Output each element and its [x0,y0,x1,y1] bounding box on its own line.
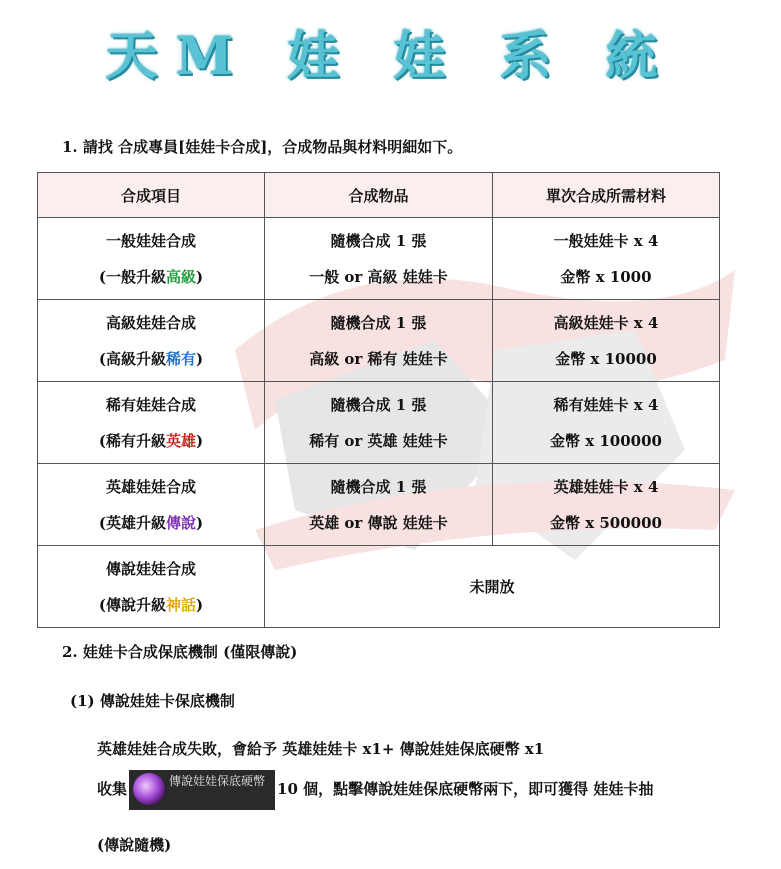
item-name: 英雄娃娃合成 [105,477,196,496]
table-row [38,300,720,382]
product-cell [265,382,493,464]
material-line: 金幣 x 10000 [555,349,657,368]
subsection-1-heading: (1) 傳說娃娃卡保底機制 [70,692,235,710]
product-cell [265,218,493,300]
unopened-text: 未開放 [469,577,515,596]
table-row [38,382,720,464]
upgrade-suffix: ) [196,595,204,614]
product-line: 隨機合成 1 張 [330,231,427,250]
header-product: 合成物品 [265,173,493,218]
upgrade-target: 傳說 [165,513,196,532]
upgrade-note [38,259,264,295]
table-row [38,546,720,628]
upgrade-target: 高級 [165,267,196,286]
material-line: 金幣 x 500000 [549,513,662,532]
upgrade-note [38,587,264,623]
page-title: 天M 娃 娃 系 統 [105,26,676,87]
item-cell [38,382,265,464]
rule-paragraph-line-3: (傳說隨機) [97,836,172,854]
upgrade-prefix: (稀有升級 [98,431,166,450]
upgrade-prefix: (一般升級 [98,267,166,286]
product-line: 隨機合成 1 張 [330,477,427,496]
header-materials: 單次合成所需材料 [493,173,720,218]
item-cell [38,300,265,382]
table-row [38,218,720,300]
item-name: 稀有娃娃合成 [105,395,196,414]
synthesis-table [37,172,720,628]
material-cell [493,300,720,382]
product-cell [265,300,493,382]
rule-paragraph-line-1: 英雄娃娃合成失敗，會給予 英雄娃娃卡 x1+ 傳說娃娃保底硬幣 x1 [97,740,545,758]
product-cell [265,464,493,546]
product-line: 高級 or 稀有 娃娃卡 [309,349,448,368]
upgrade-target: 稀有 [165,349,196,368]
rule-paragraph-line-2 [97,770,653,810]
collect-instruction: 10 個，點擊傳說娃娃保底硬幣兩下，即可獲得 娃娃卡抽 [277,780,654,798]
collect-label: 收集 [97,780,128,798]
material-cell [493,464,720,546]
material-line: 金幣 x 100000 [549,431,662,450]
material-line: 高級娃娃卡 x 4 [553,313,659,332]
product-line: 隨機合成 1 張 [330,395,427,414]
upgrade-suffix: ) [196,513,204,532]
upgrade-target: 神話 [165,595,196,614]
item-cell [38,464,265,546]
upgrade-suffix: ) [196,431,204,450]
upgrade-note [38,505,264,541]
coin-item-caption: 傳說娃娃保底硬幣 [169,774,266,788]
material-line: 英雄娃娃卡 x 4 [553,477,659,496]
upgrade-note [38,423,264,459]
table-header-row [38,173,720,218]
section-2-heading: 2. 娃娃卡合成保底機制 (僅限傳說) [62,643,298,661]
item-name: 高級娃娃合成 [105,313,196,332]
product-line: 英雄 or 傳說 娃娃卡 [309,513,448,532]
upgrade-suffix: ) [196,267,204,286]
legend-coin-item-image [129,770,275,810]
product-line: 隨機合成 1 張 [330,313,427,332]
item-cell [38,546,265,628]
section-1-heading: 1. 請找 合成專員[娃娃卡合成]，合成物品與材料明細如下。 [62,138,463,156]
product-line: 稀有 or 英雄 娃娃卡 [309,431,448,450]
product-line: 一般 or 高級 娃娃卡 [309,267,448,286]
unopened-cell [265,546,720,628]
item-cell [38,218,265,300]
material-cell [493,382,720,464]
upgrade-prefix: (傳說升級 [98,595,166,614]
upgrade-prefix: (英雄升級 [98,513,166,532]
material-line: 稀有娃娃卡 x 4 [553,395,659,414]
upgrade-suffix: ) [196,349,204,368]
upgrade-target: 英雄 [165,431,196,450]
material-line: 一般娃娃卡 x 4 [553,231,659,250]
header-item: 合成項目 [38,173,265,218]
material-line: 金幣 x 1000 [560,267,652,286]
table-row [38,464,720,546]
item-name: 傳說娃娃合成 [105,559,196,578]
purple-coin-icon [133,773,165,805]
upgrade-prefix: (高級升級 [98,349,166,368]
upgrade-note [38,341,264,377]
item-name: 一般娃娃合成 [105,231,196,250]
material-cell [493,218,720,300]
